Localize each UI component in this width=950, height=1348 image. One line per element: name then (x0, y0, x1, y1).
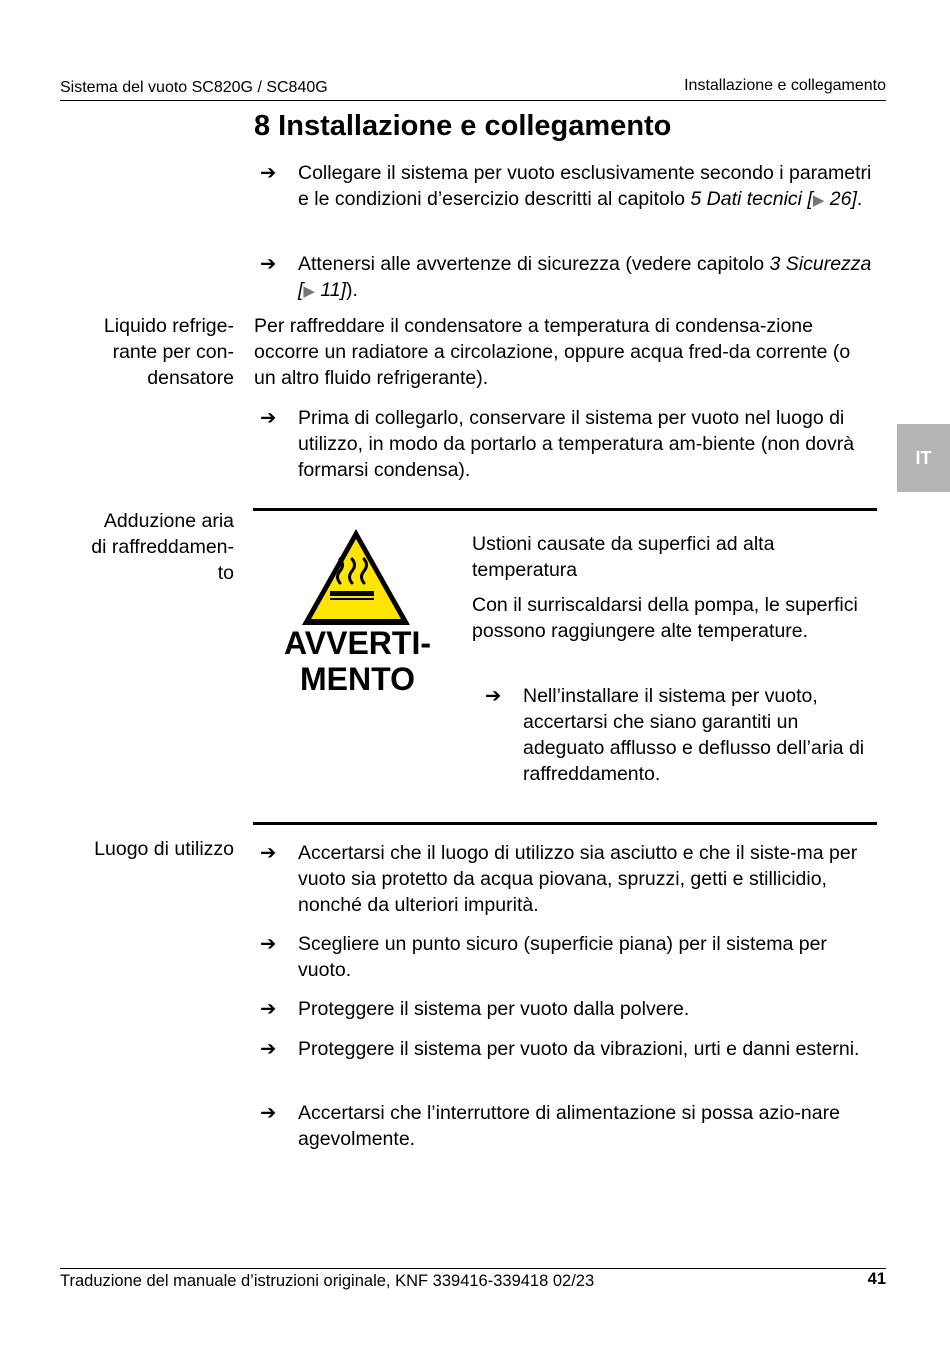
instruction-step (260, 405, 860, 483)
arrow-right-icon: ➔ (260, 162, 277, 184)
arrow-right-icon: ➔ (260, 253, 277, 275)
arrow-right-icon: ➔ (260, 1102, 277, 1124)
step-text: Proteggere il sistema per vuoto da vibrazioni, urti e danni esterni. (298, 1038, 860, 1060)
instruction-step: ➔ Collegare il sistema per vuoto esclusivamente secondo i parametri e le condizioni d’esercizio descritti al capitolo 5 Dati tecnici [▶ 26]. (260, 162, 872, 210)
instruction-step (260, 931, 880, 983)
step-text: Scegliere un punto sicuro (superficie piana) per il sistema per vuoto. (298, 933, 827, 981)
chapter-reference-link[interactable]: 5 Dati tecnici [▶ 26] (690, 188, 857, 210)
arrow-right-icon: ➔ (260, 933, 277, 955)
section-label-cooling-air: Adduzione aria di raffreddamen- to (91, 510, 234, 584)
arrow-right-icon: ➔ (260, 1038, 277, 1060)
warning-signal-word: AVVERTI- MENTO (284, 625, 431, 697)
step-text: Proteggere il sistema per vuoto dalla polvere. (298, 998, 690, 1020)
link-arrow-icon: ▶ (303, 283, 315, 300)
instruction-step: ➔ Attenersi alle avvertenze di sicurezza (vedere capitolo 3 Sicurezza [▶ 11]). (260, 253, 872, 301)
chapter-reference-link[interactable]: 3 Sicurezza [▶ 11] (298, 253, 872, 301)
warning-instruction-step (485, 683, 875, 787)
header-divider (60, 100, 886, 101)
warning-top-rule (253, 508, 877, 511)
link-arrow-icon: ▶ (812, 192, 825, 209)
coolant-paragraph: Per raffreddare il condensatore a temperatura di condensa-zione occorre un radiatore a circolazione, oppure acqua fred-da corrente (o un altro fluido refrigerante). (254, 315, 851, 389)
arrow-right-icon: ➔ (485, 685, 502, 707)
step-text: Nell’installare il sistema per vuoto, accertarsi che siano garantiti un adeguato afflusso e deflusso dell’aria di raffreddamento. (523, 685, 865, 785)
footer-document-info: Traduzione del manuale d’istruzioni originale, KNF 339416-339418 02/23 (60, 1272, 595, 1290)
instruction-step (260, 1100, 880, 1152)
arrow-right-icon: ➔ (260, 407, 277, 429)
warning-heading: Ustioni causate da superfici ad alta temperatura (472, 533, 775, 581)
section-label-coolant: Liquido refrige- rante per con- densatore (103, 315, 234, 389)
step-text: Collegare il sistema per vuoto esclusivamente secondo i parametri e le condizioni d’esercizio descritti al capitolo (298, 162, 872, 210)
hot-surface-warning-icon (300, 527, 412, 627)
arrow-right-icon: ➔ (260, 998, 277, 1020)
footer-divider (60, 1268, 886, 1269)
step-text: Accertarsi che il luogo di utilizzo sia asciutto e che il siste-ma per vuoto sia protetto da acqua piovana, spruzzi, getti e stillicidio, nonché da ulteriori impurità. (298, 842, 858, 916)
header-chapter-title: Installazione e collegamento (684, 77, 886, 94)
header-document-title: Sistema del vuoto SC820G / SC840G (60, 79, 328, 96)
warning-bottom-rule (253, 822, 877, 825)
page-title: 8 Installazione e collegamento (254, 110, 672, 142)
warning-description: Con il surriscaldarsi della pompa, le superfici possono raggiungere alte temperature. (472, 594, 858, 642)
instruction-step (260, 1036, 880, 1062)
instruction-step (260, 996, 880, 1022)
instruction-step (260, 840, 880, 918)
step-text: Prima di collegarlo, conservare il sistema per vuoto nel luogo di utilizzo, in modo da portarlo a temperatura am-biente (non dovrà formarsi condensa). (298, 407, 855, 481)
section-label-location: Luogo di utilizzo (94, 838, 234, 860)
step-text: Attenersi alle avvertenze di sicurezza (vedere capitolo (298, 253, 770, 275)
language-tab[interactable]: IT (897, 424, 950, 492)
step-text: Accertarsi che l’interruttore di alimentazione si possa azio-nare agevolmente. (298, 1102, 840, 1150)
arrow-right-icon: ➔ (260, 842, 277, 864)
page-number: 41 (867, 1270, 886, 1288)
